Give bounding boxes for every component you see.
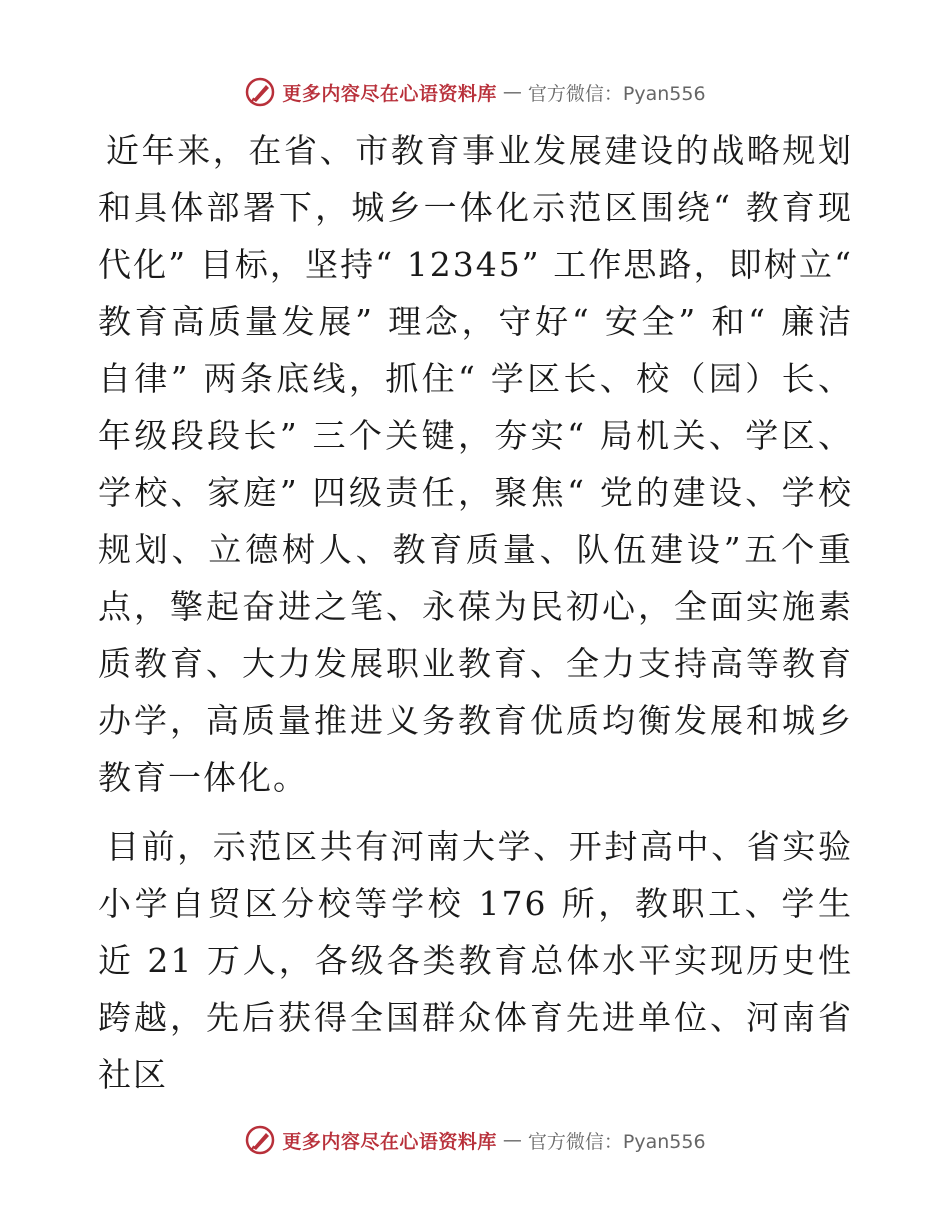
banner-contact-text: 官方微信：Pyan556 <box>527 82 706 105</box>
banner-brand-text: 更多内容尽在心语资料库 <box>282 1130 497 1153</box>
quill-logo-icon <box>244 1124 276 1156</box>
banner-separator: — <box>502 1129 522 1151</box>
paragraph-2: 目前，示范区共有河南大学、开封高中、省实验小学自贸区分校等学校 176 所，教职工、学生近 21 万人，各级各类教育总体水平实现历史性跨越，先后获得全国群众体育先进单位、河南省社区 <box>98 827 853 1094</box>
banner-contact-text: 官方微信：Pyan556 <box>527 1130 706 1153</box>
banner-separator: — <box>502 81 522 103</box>
document-body <box>98 122 853 1103</box>
footer-banner <box>0 1120 950 1160</box>
quill-logo-icon <box>244 76 276 108</box>
paragraph-1: 近年来，在省、市教育事业发展建设的战略规划和具体部署下，城乡一体化示范区围绕“ 教育现代化” 目标，坚持“ 12345” 工作思路，即树立“ 教育高质量发展” 理念，守好“ 安全” 和“ 廉洁自律” 两条底线，抓住“ 学区长、校（园）长、年级段段长” 三个关键，夯实“ 局机关、学区、学校、家庭” 四级责任，聚焦“ 党的建设、学校规划、立德树人、教育质量、队伍建设”五个重点，擎起奋进之笔、永葆为民初心，全面实施素质教育、大力发展职业教育、全力支持高等教育办学，高质量推进义务教育优质均衡发展和城乡教育一体化。 <box>98 131 853 797</box>
banner-brand-text: 更多内容尽在心语资料库 <box>282 82 497 105</box>
header-banner <box>0 72 950 112</box>
